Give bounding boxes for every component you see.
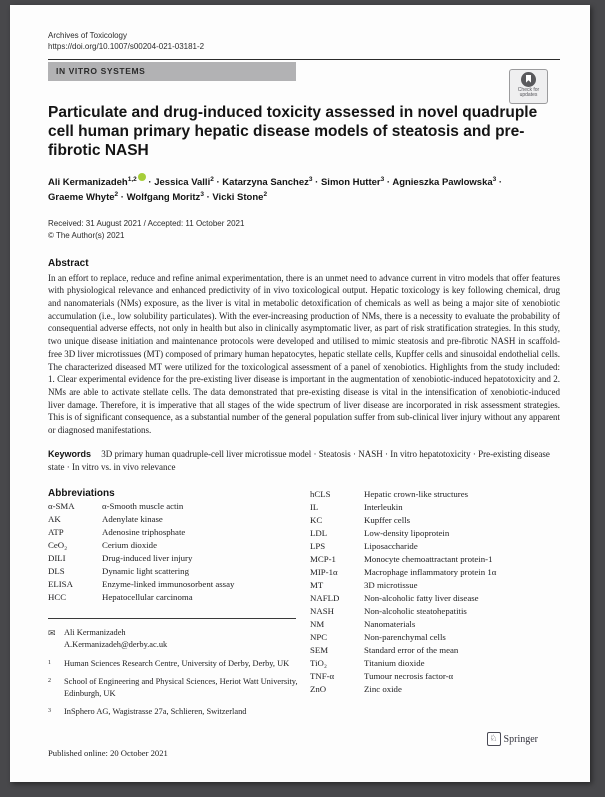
page-content — [10, 5, 590, 718]
abbreviation-row — [48, 578, 298, 591]
bookmark-icon — [526, 75, 531, 83]
author-name: Simon Hutter$^3$ — [320, 175, 385, 188]
abbreviation-term: CeO₂ — [48, 539, 68, 550]
abbreviation-row — [48, 513, 298, 526]
abbreviation-row — [310, 488, 560, 501]
author-name: Jessica Valli$^2$ — [154, 175, 214, 188]
author-affiliation-sup: 3 — [308, 175, 313, 183]
abbreviation-definition: Adenosine triphosphate — [102, 526, 186, 537]
abbreviation-definition: Cerium dioxide — [102, 539, 157, 550]
author-separator: · — [213, 176, 223, 188]
abbreviation-term: MIP-1α — [310, 566, 338, 577]
crossmark-icon — [521, 72, 536, 87]
abbreviation-term: LPS — [310, 540, 326, 551]
author-separator: · — [384, 176, 393, 188]
envelope-icon: ✉ — [48, 627, 56, 638]
abbreviation-term: SEM — [310, 644, 329, 655]
correspondence-block — [48, 627, 298, 651]
doi-link[interactable]: https://doi.org/10.1007/s00204-021-03181-2 — [48, 41, 205, 51]
abbreviation-definition: Macrophage inflammatory protein 1α — [364, 566, 497, 577]
keywords-heading: Keywords — [48, 448, 92, 459]
abbreviations-right-list — [310, 488, 560, 696]
abbreviation-term: ZnO — [310, 683, 327, 694]
abbreviation-definition: Nanomaterials — [364, 618, 416, 629]
check-updates-label — [510, 88, 547, 100]
author-affiliation-sup: 3 — [200, 191, 204, 199]
abbreviation-row — [310, 540, 560, 553]
abbreviation-row — [48, 539, 298, 552]
abbreviation-row — [48, 526, 298, 539]
abbreviation-term: ELISA — [48, 578, 73, 589]
abbreviation-row — [310, 631, 560, 644]
abbreviation-definition: Titanium dioxide — [364, 657, 425, 668]
abbreviation-row — [48, 552, 298, 565]
author-name: Graeme Whyte$^2$ — [48, 191, 119, 204]
abbreviation-row — [310, 657, 560, 670]
page-footer — [48, 732, 560, 758]
correspondence-email[interactable]: A.Kermanizadeh@derby.ac.uk — [64, 639, 168, 649]
affiliation-row — [48, 658, 298, 670]
abbreviation-term: ATP — [48, 526, 64, 537]
springer-horse-icon: ♘ — [487, 732, 501, 746]
author-name: Wolfgang Moritz$^3$ — [126, 191, 204, 204]
springer-wordmark: Springer — [503, 733, 538, 745]
paper-page — [10, 5, 590, 782]
abbreviation-row — [310, 592, 560, 605]
abbreviation-definition: Drug-induced liver injury — [102, 552, 193, 563]
footnote-divider — [48, 618, 296, 619]
correspondence-text — [64, 627, 167, 651]
abbreviations-left-column — [48, 488, 298, 718]
abbreviations-section — [48, 488, 560, 718]
abbreviation-term: MCP-1 — [310, 553, 336, 564]
abbreviation-row — [310, 605, 560, 618]
correspondence-name: Ali Kermanizadeh — [64, 627, 126, 637]
abbreviation-definition: Dynamic light scattering — [102, 565, 189, 576]
abbreviation-term: α-SMA — [48, 500, 75, 511]
affiliation-text: School of Engineering and Physical Sciences, Heriot Watt University, Edinburgh, UK — [64, 677, 298, 698]
check-updates-line2: updates — [519, 92, 538, 99]
article-title: Particulate and drug-induced toxicity assessed in novel quadruple cell human primary hepatic disease models of steatosis and pre-fibrotic NASH — [48, 103, 538, 159]
abbreviation-term: NPC — [310, 631, 328, 642]
abbreviation-row — [310, 670, 560, 683]
author-affiliation-sup: 3 — [492, 175, 497, 183]
abbreviation-definition: Non-parenchymal cells — [364, 631, 446, 642]
affiliation-row — [48, 676, 298, 699]
author-affiliation-sup: 3 — [380, 175, 385, 183]
author-separator: · — [496, 176, 503, 188]
author-affiliation-sup: 2 — [263, 191, 268, 199]
affiliation-text: Human Sciences Research Centre, University of Derby, Derby, UK — [64, 658, 290, 668]
abbreviation-term: DLS — [48, 565, 65, 576]
abbreviation-row — [48, 591, 298, 604]
abbreviation-definition: Tumour necrosis factor-α — [364, 670, 454, 681]
abbreviation-row — [48, 500, 298, 513]
author-name: Agnieszka Pawlowska$^3$ — [392, 175, 497, 188]
abbreviation-term: AK — [48, 513, 61, 524]
abbreviation-row — [310, 514, 560, 527]
abbreviation-term: IL — [310, 501, 319, 512]
abbreviation-definition: Non-alcoholic fatty liver disease — [364, 592, 479, 603]
abbreviation-term: NM — [310, 618, 325, 629]
check-updates-line1: Check for — [517, 86, 540, 93]
author-separator: · — [203, 192, 213, 204]
abbreviation-row — [310, 566, 560, 579]
author-name: Vicki Stone$^2$ — [212, 191, 268, 204]
abbreviation-row — [310, 683, 560, 696]
abbreviation-definition: Zinc oxide — [364, 683, 402, 694]
abbreviation-definition: Standard error of the mean — [364, 644, 459, 655]
check-for-updates-badge[interactable] — [509, 69, 548, 104]
abbreviation-definition: Hepatocellular carcinoma — [102, 591, 193, 602]
section-banner: IN VITRO SYSTEMS — [48, 62, 296, 81]
affiliation-number: 1 — [48, 659, 51, 666]
abbreviation-row — [310, 527, 560, 540]
abbreviations-right-column — [310, 488, 560, 718]
abbreviation-term: MT — [310, 579, 324, 590]
abbreviation-term: DILI — [48, 552, 66, 563]
abbreviation-definition: Kupffer cells — [364, 514, 411, 525]
banner-row — [48, 61, 560, 99]
author-affiliation-sup: 2 — [210, 175, 214, 183]
orcid-icon[interactable] — [138, 173, 146, 181]
abbreviation-row — [310, 553, 560, 566]
author-separator: · — [312, 176, 321, 188]
abbreviation-term: NASH — [310, 605, 334, 616]
published-online-date: Published online: 20 October 2021 — [48, 748, 168, 758]
journal-name: Archives of Toxicology — [48, 31, 127, 40]
copyright-line: © The Author(s) 2021 — [48, 231, 125, 241]
abbreviation-term: KC — [310, 514, 323, 525]
abbreviation-row — [310, 644, 560, 657]
author-separator: · — [145, 176, 155, 188]
affiliations-list — [48, 658, 298, 718]
abbreviation-term: NAFLD — [310, 592, 340, 603]
abbreviation-term: TiO₂ — [310, 657, 327, 668]
author-affiliation-sup: 1,2 — [127, 175, 137, 183]
abbreviation-definition: 3D microtissue — [364, 579, 418, 590]
author-name: Katarzyna Sanchez$^3$ — [222, 175, 313, 188]
abbreviation-definition: Monocyte chemoattractant protein-1 — [364, 553, 493, 564]
author-separator: · — [118, 192, 127, 204]
abbreviation-term: TNF-α — [310, 670, 335, 681]
abbreviation-definition: Hepatic crown-like structures — [364, 488, 469, 499]
abbreviation-definition: Liposaccharide — [364, 540, 418, 551]
abbreviation-row — [310, 618, 560, 631]
keywords-block — [48, 448, 560, 474]
affiliation-number: 3 — [48, 708, 51, 715]
abbreviations-heading: Abbreviations — [48, 487, 115, 499]
abbreviation-definition: Interleukin — [364, 501, 403, 512]
author-list — [48, 173, 538, 206]
abbreviation-definition: Low-density lipoprotein — [364, 527, 450, 538]
springer-logo[interactable] — [487, 732, 538, 746]
author-name: Ali Kermanizadeh$^{1,2}$ — [48, 177, 146, 188]
abbreviation-definition: Enzyme-linked immunosorbent assay — [102, 578, 235, 589]
abbreviations-left-list — [48, 500, 298, 604]
received-accepted-dates: Received: 31 August 2021 / Accepted: 11 October 2021 — [48, 219, 245, 229]
abbreviation-term: HCC — [48, 591, 67, 602]
header-rule — [48, 59, 560, 60]
abstract-heading: Abstract — [48, 257, 89, 269]
affiliation-row — [48, 706, 298, 718]
affiliation-text: InSphero AG, Wagistrasse 27a, Schlieren, Switzerland — [64, 707, 247, 717]
abbreviation-term: hCLS — [310, 488, 331, 499]
abbreviation-definition: Non-alcoholic steatohepatitis — [364, 605, 467, 616]
author-affiliation-sup: 2 — [114, 191, 119, 199]
abbreviation-definition: Adenylate kinase — [102, 513, 163, 524]
abbreviation-row — [310, 579, 560, 592]
abbreviation-row — [310, 501, 560, 514]
abbreviation-definition: α-Smooth muscle actin — [102, 500, 184, 511]
abbreviation-term: LDL — [310, 527, 328, 538]
abstract-text: In an effort to replace, reduce and refine animal experimentation, there is an unmet need to advance current in vitro models that offer features with physiological relevance and enhanced predictivity of in vivo toxicological output. Hepatic toxicology is key following chemical, drug and nanomaterials (NMs) exposure, as the liver is vital in metabolic detoxification of chemicals as well as being a major site of xenobiotic accumulation (i.e., low solubility particulates). With the ever-increasing production of NMs, there is a necessity to evaluate the probability of consequential adverse effects, not only in health but also in clinically asymptomatic liver, as part of risk stratification strategies. In this study, two unique disease initiation and maintenance protocols were developed and utilised to mimic steatosis and pre-fibrotic NASH in scaffold-free 3D liver microtissues (MT) composed of primary human hepatocytes, hepatic stellate cells, Kupffer cells and sinusoidal endothelial cells. The characterized diseased MT were utilized for the toxicological assessment of a panel of xenobiotics. Highlights from the study included: 1. Clear experimental evidence for the pre-existing liver disease is important in the augmentation of xenobiotic-induced hepatotoxicity and 2. NMs are able to activate stellate cells. The data demonstrated that pre-existing disease is vital in the intensification of xenobiotic-induced liver damage. Therefore, it is imperative that all stages of the wide spectrum of liver disease are incorporated in risk assessment strategies. This is of significant consequence, as a substantial number of the general population suffer from sub-clinical liver injury without any apparent or diagnosed manifestations. — [48, 272, 560, 436]
keywords-text: 3D primary human quadruple-cell liver microtissue model · Steatosis · NASH · In vitro hepatotoxicity · Pre-existing disease state · In vitro vs. in vivo relevance — [48, 448, 550, 472]
abbreviation-row — [48, 565, 298, 578]
affiliation-number: 2 — [48, 678, 51, 685]
